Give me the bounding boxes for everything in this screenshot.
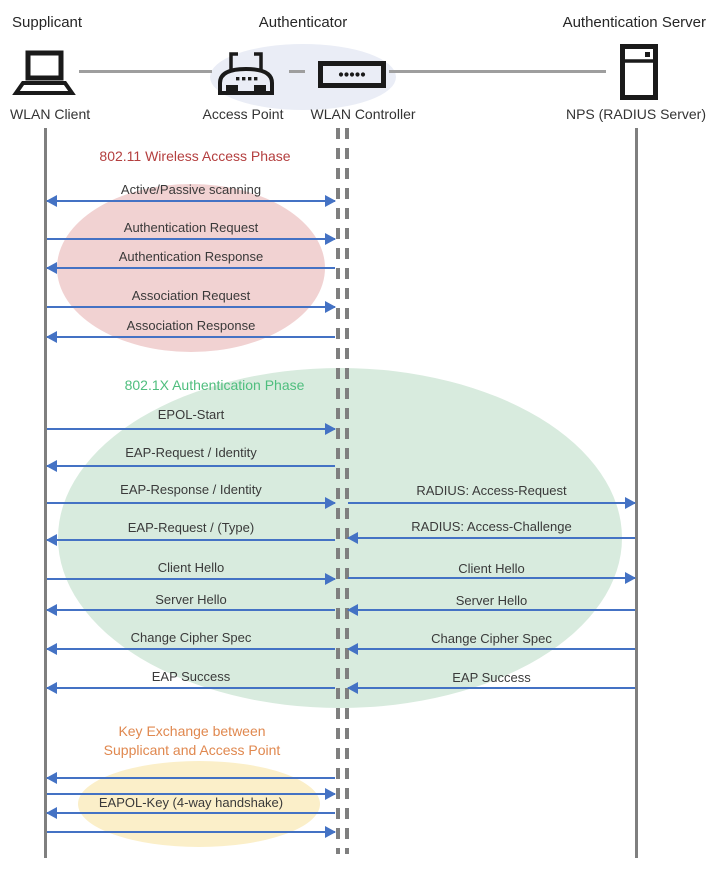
arrowhead-right-icon [625, 497, 636, 509]
actor-device-wlan-controller: WLAN Controller [310, 106, 416, 122]
message-label: Association Request [131, 288, 251, 303]
message-arrow [47, 609, 335, 611]
laptop-icon [12, 50, 76, 98]
message-arrow [47, 812, 335, 814]
message-arrow [47, 777, 335, 779]
message-label: EPOL-Start [157, 407, 225, 422]
message-arrow [47, 539, 335, 541]
access-point-icon [215, 50, 277, 96]
message-arrow [348, 577, 635, 579]
message-arrow [47, 200, 335, 202]
message-label: EAPOL-Key (4-way handshake) [98, 795, 284, 810]
connector-controller-server [389, 70, 606, 73]
message-label: Server Hello [155, 592, 227, 607]
message-label: EAP-Request / Identity [125, 445, 257, 460]
arrowhead-left-icon [46, 460, 57, 472]
message-label: Client Hello [157, 560, 225, 575]
connector-ap-controller [289, 70, 305, 73]
message-arrow [47, 578, 335, 580]
message-arrow [47, 336, 335, 338]
arrowhead-left-icon [46, 772, 57, 784]
message-label: Change Cipher Spec [431, 631, 552, 646]
message-arrow [47, 648, 335, 650]
wlan-controller-icon [318, 61, 386, 88]
message-arrow [47, 267, 335, 269]
message-label: Active/Passive scanning [120, 182, 262, 197]
actor-role-authenticator: Authenticator [258, 14, 348, 31]
message-label: EAP Success [452, 670, 531, 685]
message-label: Client Hello [458, 561, 525, 576]
message-label: Association Response [126, 318, 256, 333]
message-label: Server Hello [455, 593, 528, 608]
actor-device-access-point: Access Point [202, 106, 284, 122]
message-arrow [348, 502, 635, 504]
message-arrow [47, 428, 335, 430]
arrowhead-right-icon [325, 423, 336, 435]
actor-device-wlan-client: WLAN Client [10, 106, 91, 122]
message-arrow [47, 306, 335, 308]
phase3-title-line2: Supplicant and Access Point [103, 742, 281, 758]
message-arrow [47, 238, 335, 240]
phase3-title [42, 722, 342, 760]
phase3-title-line1: Key Exchange between [118, 723, 266, 739]
arrowhead-right-icon [325, 497, 336, 509]
message-label: Authentication Response [118, 249, 264, 264]
message-label: Authentication Request [123, 220, 259, 235]
message-arrow [47, 465, 335, 467]
message-arrow [348, 687, 635, 689]
phase1-title: 802.11 Wireless Access Phase [99, 148, 291, 164]
actor-role-supplicant: Supplicant [12, 14, 83, 31]
message-arrow [348, 609, 635, 611]
message-arrow [348, 648, 635, 650]
lifeline-nps-server [635, 128, 638, 858]
message-label: Change Cipher Spec [130, 630, 252, 645]
message-label: EAP Success [151, 669, 231, 684]
server-icon [620, 44, 658, 100]
message-label: EAP-Request / (Type) [127, 520, 255, 535]
arrowhead-left-icon [46, 534, 57, 546]
arrowhead-right-icon [325, 826, 336, 838]
message-arrow [47, 502, 335, 504]
phase2-title: 802.1X Authentication Phase [124, 377, 305, 393]
connector-client-ap [79, 70, 212, 73]
message-arrow [47, 831, 335, 833]
message-arrow [47, 687, 335, 689]
actor-device-nps-radius-server: NPS (RADIUS Server) [565, 106, 706, 122]
message-label: RADIUS: Access-Challenge [411, 519, 572, 534]
message-arrow [348, 537, 635, 539]
actor-role-authentication-server: Authentication Server [562, 14, 706, 31]
message-label: RADIUS: Access-Request [416, 483, 567, 498]
message-label: EAP-Response / Identity [120, 482, 262, 497]
